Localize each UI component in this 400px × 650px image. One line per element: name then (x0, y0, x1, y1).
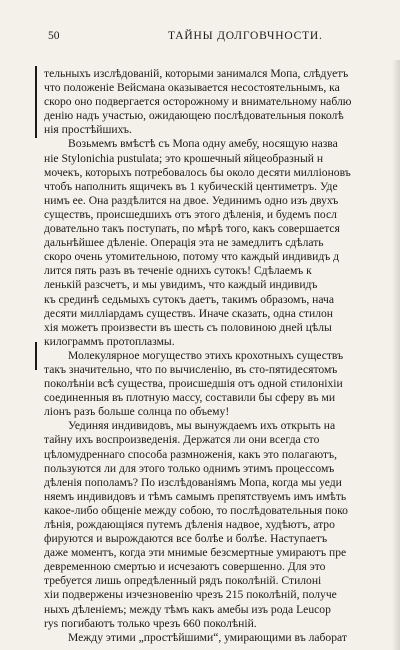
margin-mark (35, 342, 37, 370)
text-line: довательно такъ поступать, по мѣрѣ того, какъ совершается (44, 222, 340, 236)
text-line: дѣленія пополамъ? По изслѣдованіямъ Мопа, когда мы уеди (44, 475, 342, 489)
text-line: хіи подвержены изчезновенію чрезъ 215 поколѣній, получе (44, 588, 337, 602)
text-line: пользуются ли для этого только однимъ этимъ процессомъ (44, 461, 335, 475)
text-line: нія простѣйшихъ. (44, 123, 132, 137)
text-line: девременною смертью и исчезаютъ совершенно. Для это (44, 560, 326, 574)
text-line: тельныхъ изслѣдованій, которыми занимался Мопа, слѣдуетъ (44, 67, 349, 80)
text-line: лѣнія, рождающіяся путемъ дѣленія надвое, худѣютъ, атро (44, 518, 335, 531)
text-line: требуется лишь опредѣленный рядъ поколѣній. Стилоні (44, 574, 322, 588)
text-line: лится пять разъ въ теченіе однихъ сутокъ! Сдѣлаемъ к (44, 264, 312, 278)
text-line: тайну ихъ воспроизведенія. Держатся ли они всегда сто (44, 433, 320, 447)
text-line: къ срединѣ седьмыхъ сутокъ даетъ, такимъ образомъ, нача (44, 292, 335, 306)
page-edge-shadow (392, 60, 400, 650)
text-line: ныхъ дѣленіемъ; между тѣмъ какъ амебы изъ рода Leucop (44, 602, 331, 616)
text-line: Возьмемъ вмѣстѣ съ Мопа одну амебу, носящую назва (68, 137, 338, 151)
text-line: поколѣніи всѣ существа, происшедшія отъ одной стилоніхіи (44, 377, 343, 391)
text-line: скоро оно подвергается осторожному и внимательному наблю (44, 95, 352, 109)
text-line: скоро очень утомительною, потому что каждый индивидъ д (44, 250, 340, 264)
body-text (44, 67, 396, 647)
margin-mark (35, 66, 37, 138)
text-line: ленькій разсчетъ, и мы увидимъ, что каждый индивидъ (44, 278, 318, 292)
page-header (0, 30, 400, 46)
running-title: ТАЙНЫ ДОЛГОВЧНОСТИ. (168, 30, 323, 42)
text-line: нимъ ее. Она раздѣлится на двое. Уединимъ одно изъ двухъ (44, 193, 339, 207)
text-line: дальнѣйшее дѣленіе. Операція эта не замедлитъ сдѣлать (44, 236, 324, 250)
text-line: килограммъ протоплазмы. (44, 334, 175, 348)
text-line: даже моментъ, когда эти мнимые безсмертные умираютъ пре (44, 546, 347, 560)
text-line: хія можетъ произвести въ шесть съ половиною дней цѣлы (44, 320, 332, 334)
text-line: rys погибаютъ только чрезъ 660 поколѣній. (44, 616, 257, 630)
text-line: десяти милліардамъ существъ. Иначе сказать, одна стилон (44, 306, 333, 320)
text-line: такъ значительно, что по вычисленію, въ сто-пятидесятомъ (44, 362, 338, 376)
page-number: 50 (48, 30, 60, 42)
text-line: фируются и вырождаются все болѣе и болѣе. Наступаетъ (44, 532, 328, 546)
text-line: существъ, происшедшихъ отъ этого дѣленія, и будемъ посл (44, 207, 337, 221)
text-line: чтобъ наполнить ящичекъ въ 1 кубическій центиметръ. Уде (44, 179, 338, 193)
text-line: ліонъ разъ больше солнца по объему! (44, 405, 230, 419)
text-line: соединенныя въ плотную массу, составили бы сферу въ ми (44, 391, 336, 405)
text-line: няемъ индивидовъ и тѣмъ самымъ препятствуемъ имъ имѣть (44, 489, 347, 503)
text-line: цѣломудреннаго способа размноженія, какъ это полагаютъ, (44, 447, 337, 461)
text-line: Между этими „простѣйшими“, умирающими въ лаборат (68, 630, 347, 644)
text-line: Молекулярное могущество этихъ крохотныхъ существъ (68, 348, 344, 362)
text-line: что положеніе Вейсмана оказывается несостоятельнымъ, ка (44, 81, 340, 95)
text-line: денію надъ участью, ожидающею послѣдовательныя поколѣ (44, 109, 344, 123)
text-line: ніе Stylonichia pustulata; это крошечный яйцеобразный н (44, 151, 324, 165)
text-line: какое-либо общеніе между собою, то послѣдовательныя поко (44, 503, 348, 517)
text-line: мочекъ, которыхъ потребовалось бы около десяти милліоновъ (44, 165, 351, 179)
text-line: Уединяя индивидовъ, мы вынуждаемъ ихъ открыть на (68, 419, 336, 433)
